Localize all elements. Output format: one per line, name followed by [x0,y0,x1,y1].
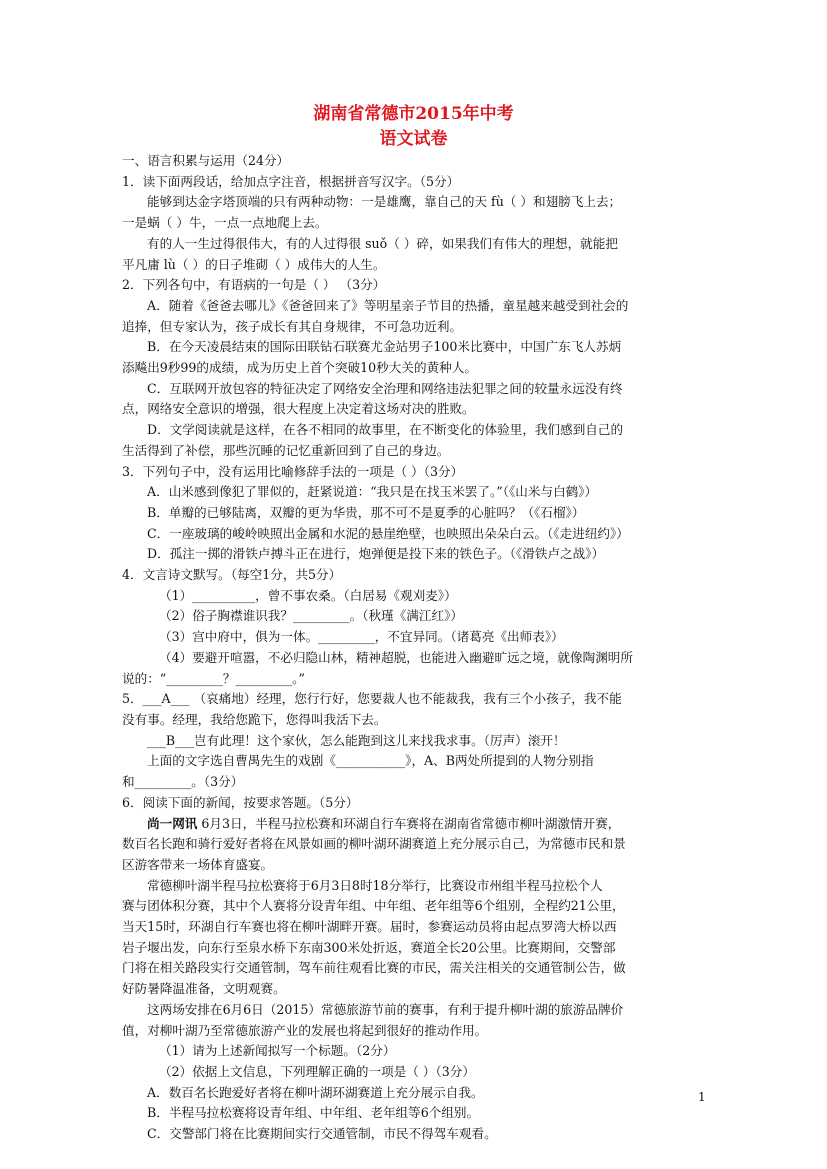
line-text: 和_________。（3分） [122,774,244,790]
line-text: D．孤注一掷的滑铁卢搏斗正在进行，炮弹便是投下来的铁色子。（《滑铁卢之战》） [147,546,605,562]
text-line [122,917,706,938]
text-line [122,1083,706,1104]
text-line [122,979,706,1000]
text-line [122,710,706,731]
line-text: 6月3日，半程马拉松赛和环湖自行车赛将在湖南省常德市柳叶湖激情开赛， [197,815,621,831]
text-line [122,1062,706,1083]
text-line [122,192,706,213]
line-text: 上面的文字选自曹禺先生的戏剧《___________》，A、B两处所提到的人物分别指 [147,753,594,769]
text-line [122,1124,706,1145]
line-text: 门将在相关路段实行交通管制，驾车前往观看比赛的市民，需关注相关的交通管制公告，做 [122,960,626,976]
text-line [122,420,706,441]
line-text: 好防暑降温准备，文明观赛。 [122,981,286,997]
line-text: D．文学阅读就是这样，在各不相同的故事里，在不断变化的体验里，我们感到自己的 [147,422,624,438]
line-text: 能够到达金字塔顶端的只有两种动物：一是雄鹰，靠自己的天 fù（ ）和翅膀飞上去； [147,194,622,210]
line-text: 一、语言积累与运用（24分） [122,153,290,168]
text-line [122,896,706,917]
text-line [122,586,706,607]
text-line [122,772,706,793]
line-text: 当天15时，环湖自行车赛也将在柳叶湖畔开赛。届时，参赛运动员将由起点罗湾大桥以西 [122,919,617,935]
line-text: B．半程马拉松赛将设青年组、中年组、老年组等6个组别。 [147,1105,480,1121]
line-text: 添飚出9秒99的成绩，成为历史上首个突破10秒大关的黄种人。 [122,360,477,376]
text-line [122,1041,706,1062]
line-text: C．交警部门将在比赛期间实行交通管制，市民不得驾车观看。 [147,1126,497,1142]
line-text: 区游客带来一场体育盛宴。 [122,856,274,872]
line-text: （3）宫中府中，俱为一体。_________，不宜异同。（诸葛亮《出师表》） [159,629,564,645]
line-text: （2）俗子胸襟谁识我？_________。（秋瑾《满江红》） [159,608,463,624]
text-line [122,151,706,172]
text-line [122,1021,706,1042]
line-text: 说的：“_________？_________。” [122,670,305,686]
line-text: 没有事。经理，我给您跪下，您得叫我活下去。 [122,711,387,727]
text-line [122,462,706,483]
text-line [122,399,706,420]
line-text: C．互联网开放包容的特征决定了网络安全治理和网络违法犯罪之间的较量永远没有终 [147,380,623,396]
line-text: 一是蜗（ ）牛，一点一点地爬上去。 [122,215,328,231]
text-line [122,296,706,317]
exam-subtitle: 语文试卷 [379,129,448,149]
line-text: 1．读下面两段话，给加点字注音，根据拼音写汉字。（5分） [122,173,460,189]
text-line [122,358,706,379]
text-line [122,627,706,648]
text-line [122,1103,706,1124]
line-text: （1）请为上述新闻拟写一个标题。（2分） [159,1043,396,1059]
line-text: 追捧，但专家认为，孩子成长有其自身规律，不可急功近利。 [122,318,463,334]
text-line [122,234,706,255]
line-text: 生活得到了补偿，那些沉睡的记忆重新回到了自己的身边。 [122,442,450,458]
line-text: （4）要避开喧嚣，不必归隐山林，精神超脱，也能进入幽避旷远之境，就像陶渊明所 [159,649,633,665]
line-text: ___B___岂有此理！这个家伙，怎么能跑到这儿来找我求事。（厉声）滚开！ [147,732,566,748]
line-text: 4．文言诗文默写。（每空1分，共5分） [122,567,342,583]
text-line [122,503,706,524]
text-line [122,379,706,400]
text-line [122,669,706,690]
news-source-label: 尚一网讯 [147,815,198,831]
line-text: 数百名长跑和骑行爱好者将在风景如画的柳叶湖环湖赛道上充分展示自己，为常德市民和景 [122,836,626,852]
line-text: A．山米感到像犯了罪似的，赶紧说道：“我只是在找玉米罢了。”（《山米与白鹤》） [147,484,598,500]
line-text: 平凡庸 lù（ ）的日子堆砌（ ）成伟大的人生。 [122,256,386,272]
text-line [122,482,706,503]
line-text: 2．下列各句中，有语病的一句是（ ） （3分） [122,277,386,293]
line-text: 6．阅读下面的新闻，按要求答题。（5分） [122,794,359,810]
text-line [122,793,706,814]
text-line [122,441,706,462]
text-line [122,213,706,234]
text-line [122,255,706,276]
page-number: 1 [698,1090,706,1104]
text-line [122,565,706,586]
exam-title: 湖南省常德市2015年中考 [313,104,514,124]
text-line [122,337,706,358]
line-text: A．随着《爸爸去哪儿》《爸爸回来了》等明星亲子节目的热播，童星越来越受到社会的 [147,297,629,313]
text-line [122,275,706,296]
line-text: A．数百名长跑爱好者将在柳叶湖环湖赛道上充分展示自我。 [147,1084,484,1100]
line-text: B．在今天凌晨结束的国际田联钻石联赛尤金站男子100米比赛中，中国广东飞人苏炳 [147,339,622,355]
text-line [122,731,706,752]
line-text: C．一座玻璃的峻岭映照出金属和水泥的悬崖绝壁，也映照出朵朵白云。（《走进纽约》） [147,525,629,541]
line-text: （2）依据上文信息，下列理解正确的一项是（ ）（3分） [159,1063,475,1079]
line-text: 5．___A___ （哀痛地）经理，您行行好，您要裁人也不能裁我，我有三个小孩子，我不能 [122,691,622,707]
text-line [122,751,706,772]
line-text: 有的人一生过得很伟大，有的人过得很 suǒ（ ）碎，如果我们有伟大的理想，就能把 [147,235,618,251]
text-line [122,876,706,897]
text-line [122,172,706,193]
line-text: 赛与团体积分赛，其中个人赛将分设青年组、中年组、老年组等6个组别，全程约21公里， [122,898,625,914]
line-text: 点，网络安全意识的增强，很大程度上决定着这场对决的胜败。 [122,401,475,417]
text-line [122,958,706,979]
text-line [122,606,706,627]
line-text: 岩子堰出发，向东行至泉水桥下东南300米处折返，赛道全长20公里。比赛期间，交警部 [122,939,616,955]
text-line [122,524,706,545]
text-line [122,689,706,710]
text-line [122,855,706,876]
text-line [122,544,706,565]
exam-body [122,151,706,1145]
text-line [122,834,706,855]
text-line [122,938,706,959]
line-text: B．单瓣的已够陆离，双瓣的更为华贵，那不可不是夏季的心脏吗？（《石榴》） [147,504,585,520]
line-text: （1）__________，曾不事农桑。（白居易《观刈麦》） [159,587,457,603]
line-text: 常德柳叶湖半程马拉松赛将于6月3日8时18分举行，比赛设市州组半程马拉松个人 [147,877,603,893]
text-line [122,648,706,669]
text-line [122,1000,706,1021]
line-text: 值，对柳叶湖乃至常德旅游产业的发展也将起到很好的推动作用。 [122,1022,488,1038]
text-line [122,317,706,338]
line-text: 3．下列句子中，没有运用比喻修辞手法的一项是（ ）（3分） [122,463,464,479]
line-text: 这两场安排在6月6日（2015）常德旅游节前的赛事，有利于提升柳叶湖的旅游品牌价 [147,1001,624,1017]
text-line [122,814,706,835]
